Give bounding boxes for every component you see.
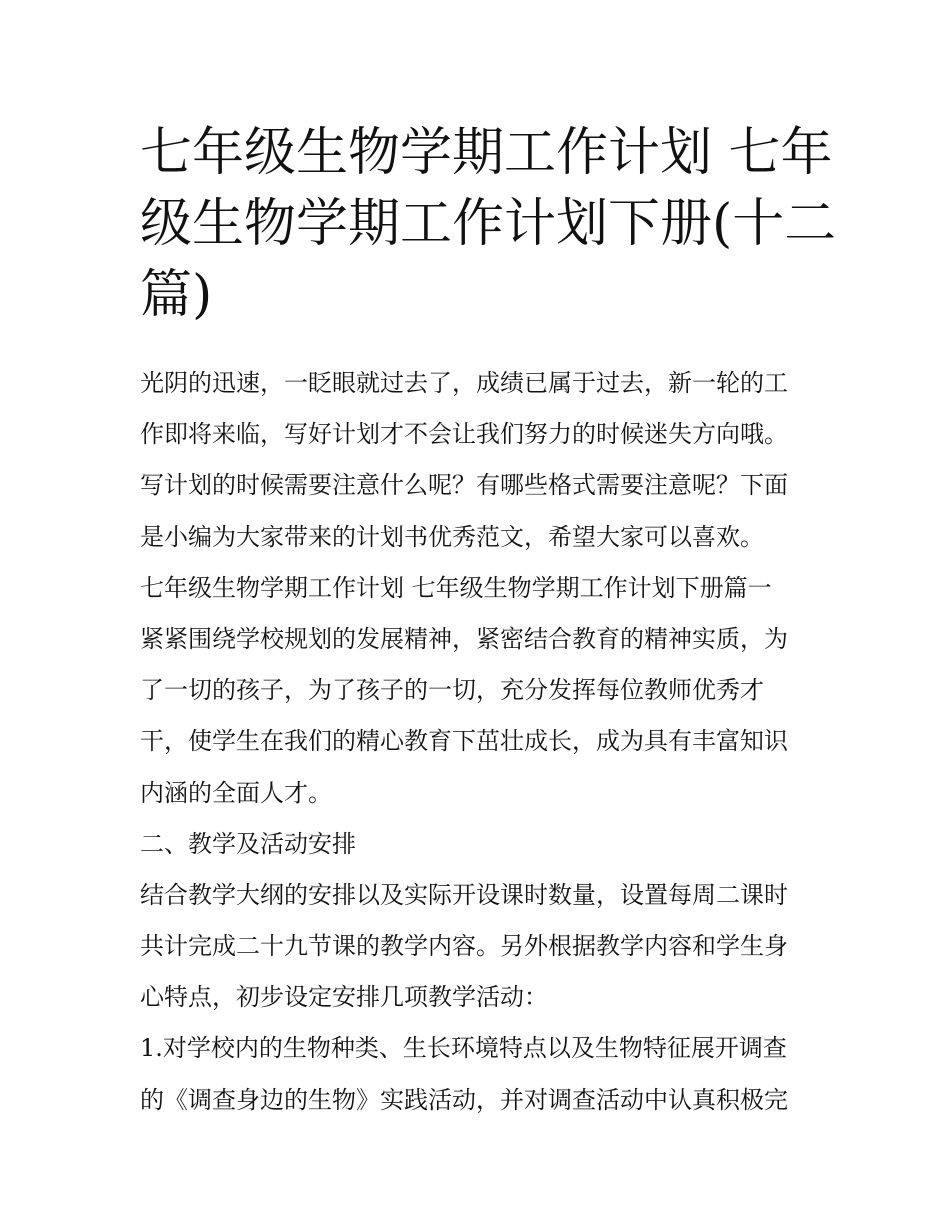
- goal-paragraph: [140, 614, 820, 819]
- title-line: 篇): [140, 265, 213, 325]
- document-body: [140, 358, 820, 1126]
- schedule-paragraph: [140, 870, 820, 1024]
- document-title: [140, 118, 837, 331]
- body-line: 的《调查身边的生物》实践活动，并对调查活动中认真积极完: [140, 1085, 788, 1114]
- body-line: 1.对学校内的生物种类、生长环境特点以及生物特征展开调查: [140, 1034, 787, 1063]
- body-line: 结合教学大纲的安排以及实际开设课时数量，设置每周二课时: [140, 880, 788, 909]
- body-line: 共计完成二十九节课的教学内容。另外根据教学内容和学生身: [140, 932, 788, 961]
- body-line: 光阴的迅速，一眨眼就过去了，成绩已属于过去，新一轮的工: [140, 369, 788, 397]
- body-line: 心特点，初步设定安排几项教学活动：: [140, 983, 548, 1012]
- body-line: 是小编为大家带来的计划书优秀范文，希望大家可以喜欢。: [140, 522, 764, 551]
- body-line: 二、教学及活动安排: [140, 829, 356, 858]
- section-heading-paragraph: [140, 563, 820, 614]
- body-line: 写计划的时候需要注意什么呢？有哪些格式需要注意呢？下面: [140, 471, 788, 500]
- body-line: 作即将来临，写好计划才不会让我们努力的时候迷失方向哦。: [140, 420, 788, 449]
- title-line: 七年级生物学期工作计划 七年: [140, 123, 833, 183]
- body-line: 七年级生物学期工作计划 七年级生物学期工作计划下册篇一: [140, 573, 772, 602]
- body-line: 内涵的全面人才。: [140, 778, 332, 807]
- body-line: 了一切的孩子，为了孩子的一切，充分发挥每位教师优秀才: [140, 676, 764, 705]
- title-line: 级生物学期工作计划下册(十二: [140, 194, 837, 254]
- intro-paragraph: [140, 358, 820, 563]
- subheading: [140, 819, 820, 870]
- activity-list-item: [140, 1023, 820, 1125]
- body-line: 紧紧围绕学校规划的发展精神，紧密结合教育的精神实质，为: [140, 624, 788, 653]
- body-line: 干，使学生在我们的精心教育下茁壮成长，成为具有丰富知识: [140, 727, 788, 756]
